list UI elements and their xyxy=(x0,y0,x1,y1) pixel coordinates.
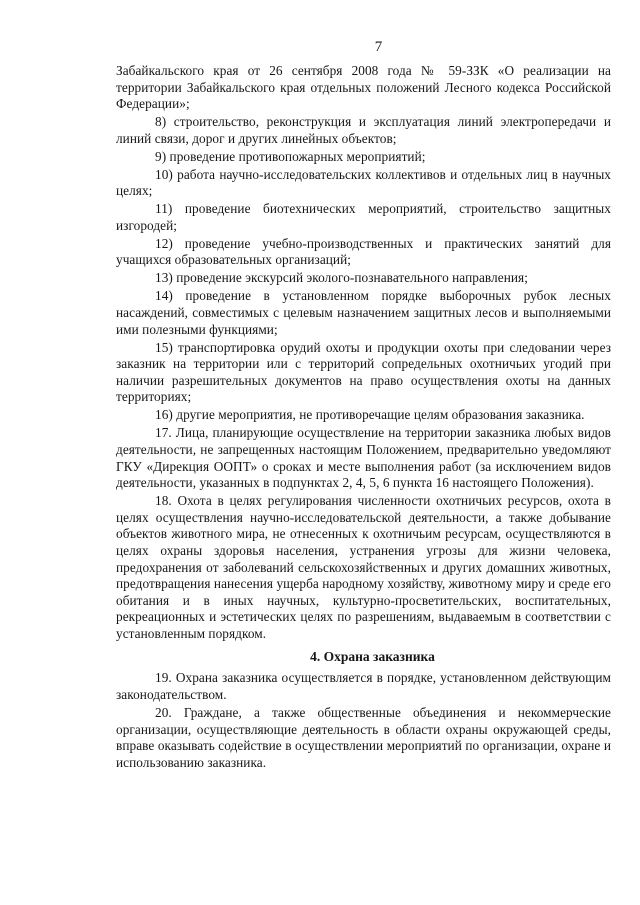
list-item-9: 9) проведение противопожарных мероприятий; xyxy=(155,148,426,164)
page-number: 7 xyxy=(374,39,383,55)
clause-19: 19. Охрана заказника осуществляется в порядке, установленном действующим законодательством. xyxy=(116,670,611,703)
list-item-13: 13) проведение экскурсий эколого-познавательного направления; xyxy=(155,270,528,286)
list-item-8: 8) строительство, реконструкция и эксплуатация линий электропередачи и линий связи, дорог и других линейных объектов; xyxy=(116,114,611,146)
clause-20: 20. Граждане, а также общественные объединения и некоммерческие организации, осуществляющие деятельность в области охраны окружающей среды, вправе оказывать содействие в осуществлении мероприятий по организации, охране и использованию заказника. xyxy=(116,705,611,770)
list-item-10: 10) работа научно-исследовательских коллективов и отдельных лиц в научных целях; xyxy=(116,166,611,199)
clause-17: 17. Лица, планирующие осуществление на территории заказника любых видов деятельности, не запрещенных настоящим Положением, предварительно уведомляют ГКУ «Дирекция ООПТ» о сроках и месте выполнения работ (за исключением видов деятельности, указанных в подпунктах 2, 4, 5, 6 пункта 16 настоящего Положения). xyxy=(116,425,611,491)
list-item-15: 15) транспортировка орудий охоты и продукции охоты при следовании через заказник на территории или с территорий сопредельных охотничьих угодий при наличии разрешительных документов на право осуществления охоты на данных территориях; xyxy=(116,339,611,405)
list-item-12: 12) проведение учебно-производственных и практических занятий для учащихся образовательных организаций; xyxy=(116,235,611,268)
list-item-16: 16) другие мероприятия, не противоречащие целям образования заказника. xyxy=(155,407,585,423)
list-item-14: 14) проведение в установленном порядке выборочных рубок лесных насаждений, совместимых с целевым назначением защитных лесов и выполняемыми ими полезными функциями; xyxy=(116,288,611,337)
section-heading: 4. Охрана заказника xyxy=(310,649,435,665)
clause-18: 18. Охота в целях регулирования численности охотничьих ресурсов, охота в целях осуществления научно-исследовательской деятельности, а также добывание объектов животного мира, не отнесенных к охотничьим ресурсам, осуществляются в целях охраны здоровья населения, устранения угрозы для жизни человека, предохранения от заболеваний сельскохозяйственных и других домашних животных, предотвращения нанесения ущерба народному хозяйству, животному миру и среде его обитания и в иных научных, культурно-просветительских, воспитательных, рекреационных и эстетических целях по разрешениям, выдаваемым в соответствии с установленным порядком. xyxy=(116,493,611,641)
list-item-11: 11) проведение биотехнических мероприятий, строительство защитных изгородей; xyxy=(116,201,611,233)
paragraph-continuation: Забайкальского края от 26 сентября 2008 года № 59-ЗЗК «О реализации на территории Забайкальского края отдельных положений Лесного кодекса Российской Федерации»; xyxy=(116,63,611,112)
